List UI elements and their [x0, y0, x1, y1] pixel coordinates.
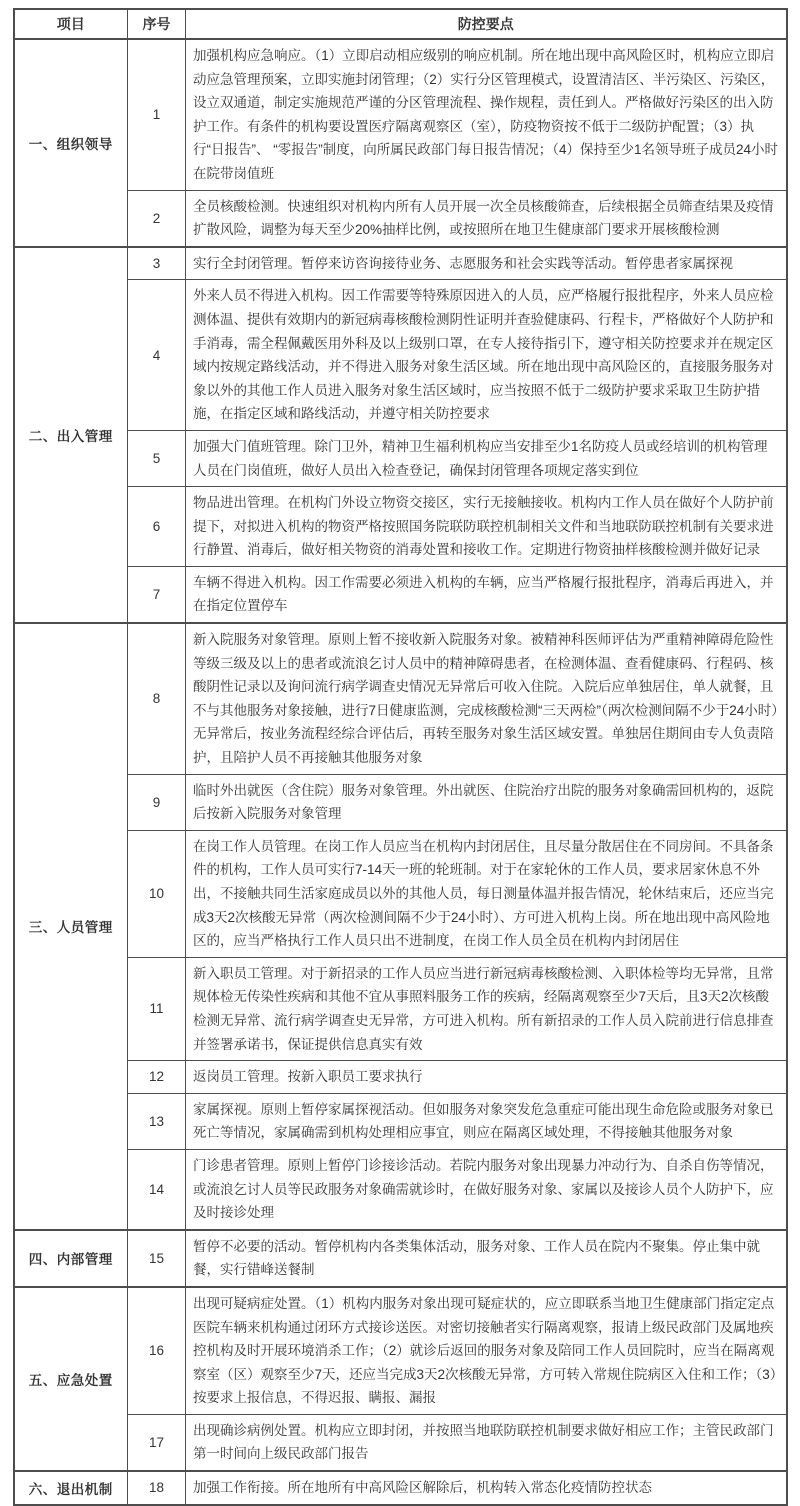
- row-number: 13: [128, 1093, 186, 1149]
- row-number: 7: [128, 566, 186, 623]
- row-number: 8: [128, 623, 186, 774]
- point-text: 加强机构应急响应。（1）立即启动相应级别的响应机制。所在地出现中高风险区时，机构应立即启动应急管理预案，立即实施封闭管理；（2）实行分区管理模式，设置清洁区、半污染区、污染区，设立双通道，制定实施规范严谨的分区管理流程、操作规程，责任到人。严格做好污染区的出入防护工作。有条件的机构要设置医疗隔离观察区（室），防疫物资按不低于二级防护配置；（3）执行“日报告”、 “零报告”制度，向所属民政部门每日报告情况；（4）保持至少1名领导班子成员24小时在院带岗值班: [186, 39, 787, 190]
- table-row: [14, 623, 787, 774]
- table-row: [14, 1061, 787, 1094]
- table-row: [14, 1149, 787, 1229]
- table-row: [14, 1230, 787, 1287]
- row-number: 14: [128, 1149, 186, 1229]
- point-text: 新入院服务对象管理。原则上暂不接收新入院服务对象。被精神科医师评估为严重精神障碍危险性等级三级及以上的患者或流浪乞讨人员中的精神障碍患者，在检测体温、查看健康码、行程码、核酸阴性记录以及询问流行病学调查史情况无异常后可收入住院。入院后应单独居住，单人就餐，且不与其他服务对象接触，进行7日健康监测，完成核酸检测“三天两检”（两次检测间隔不少于24小时）无异常后，按业务流程经综合评估后，再转至服务对象生活区域安置。单独居住期间由专人负责陪护，且陪护人员不再接触其他服务对象: [186, 623, 787, 774]
- point-text: 暂停不必要的活动。暂停机构内各类集体活动，服务对象、工作人员在院内不聚集。停止集中就餐，实行错峰送餐制: [186, 1230, 787, 1287]
- table-row: [14, 430, 787, 486]
- header-points: 防控要点: [186, 9, 787, 39]
- row-number: 1: [128, 39, 186, 190]
- header-project: 项目: [14, 9, 128, 39]
- table-row: [14, 774, 787, 830]
- table-row: [14, 280, 787, 431]
- table-row: [14, 39, 787, 190]
- point-text: 新入职员工管理。对于新招录的工作人员应当进行新冠病毒核酸检测、入职体检等均无异常，且常规体检无传染性疾病和其他不宜从事照料服务工作的疾病，经隔离观察至少7天后，且3天2次核酸检测无异常、流行病学调查史无异常，方可进入机构。所有新招录的工作人员入院前进行信息排查并签署承诺书，保证提供信息真实有效: [186, 957, 787, 1060]
- row-number: 15: [128, 1230, 186, 1287]
- category-cell-exit: 六、退出机制: [14, 1471, 128, 1505]
- row-number: 4: [128, 280, 186, 431]
- row-number: 11: [128, 957, 186, 1060]
- table-row: [14, 566, 787, 623]
- table-row: [14, 1471, 787, 1505]
- point-text: 出现确诊病例处置。机构应立即封闭，并按照当地联防联控机制要求做好相应工作；主管民政部门第一时间向上级民政部门报告: [186, 1414, 787, 1471]
- table-row: [14, 190, 787, 247]
- row-number: 12: [128, 1061, 186, 1094]
- row-number: 9: [128, 774, 186, 830]
- point-text: 加强大门值班管理。除门卫外，精神卫生福利机构应当安排至少1名防疫人员或经培训的机构管理人员在门岗值班，做好人员出入检查登记，确保封闭管理各项规定落实到位: [186, 430, 787, 486]
- category-cell-access: 二、出入管理: [14, 247, 128, 623]
- row-number: 10: [128, 830, 186, 957]
- point-text: 临时外出就医（含住院）服务对象管理。外出就医、住院治疗出院的服务对象确需回机构的，返院后按新入院服务对象管理: [186, 774, 787, 830]
- table-header-row: [14, 9, 787, 39]
- point-text: 返岗员工管理。按新入职员工要求执行: [186, 1061, 787, 1094]
- point-text: 物品进出管理。在机构门外设立物资交接区，实行无接触接收。机构内工作人员在做好个人防护前提下，对拟进入机构的物资严格按照国务院联防联控机制相关文件和当地联防联控机制有关要求进行静置、消毒后，做好相关物资的消毒处置和接收工作。定期进行物资抽样核酸检测并做好记录: [186, 487, 787, 567]
- row-number: 3: [128, 247, 186, 280]
- point-text: 加强工作衔接。所在地所有中高风险区解除后，机构转入常态化疫情防控状态: [186, 1471, 787, 1505]
- table-row: [14, 1287, 787, 1414]
- table-row: [14, 1093, 787, 1149]
- point-text: 门诊患者管理。原则上暂停门诊接诊活动。若院内服务对象出现暴力冲动行为、自杀自伤等情况，或流浪乞讨人员等民政服务对象确需就诊时，在做好服务对象、家属以及接诊人员个人防护下，应及时接诊处理: [186, 1149, 787, 1229]
- prevention-table: [13, 8, 788, 1506]
- table-row: [14, 247, 787, 280]
- table-row: [14, 830, 787, 957]
- category-cell-internal: 四、内部管理: [14, 1230, 128, 1287]
- category-cell-emergency: 五、应急处置: [14, 1287, 128, 1471]
- point-text: 在岗工作人员管理。在岗工作人员应当在机构内封闭居住，且尽量分散居住在不同房间。不具备条件的机构，工作人员可实行7-14天一班的轮班制。对于在家轮休的工作人员，要求居家休息不外出，不接触共同生活家庭成员以外的其他人员，每日测量体温并报告情况，轮休结束后，还应当完成3天2次核酸无异常（两次检测间隔不少于24小时）、方可进入机构上岗。所在地出现中高风险地区的，应当严格执行工作人员只出不进制度，在岗工作人员全员在机构内封闭居住: [186, 830, 787, 957]
- row-number: 6: [128, 487, 186, 567]
- point-text: 外来人员不得进入机构。因工作需要等特殊原因进入的人员，应严格履行报批程序，外来人员应检测体温、提供有效期内的新冠病毒核酸检测阴性证明并查验健康码、行程卡，严格做好个人防护和手消毒，需全程佩戴医用外科及以上级别口罩，在专人接待指引下，遵守相关防控要求并在规定区域内按规定路线活动，并不得进入服务对象生活区域。所在地出现中高风险区的，直接服务服务对象以外的其他工作人员进入服务对象生活区域时，应当按照不低于二级防护要求采取卫生防护措施，在指定区域和路线活动，并遵守相关防控要求: [186, 280, 787, 431]
- row-number: 5: [128, 430, 186, 486]
- header-serial: 序号: [128, 9, 186, 39]
- table-row: [14, 957, 787, 1060]
- table-row: [14, 1414, 787, 1471]
- row-number: 16: [128, 1287, 186, 1414]
- point-text: 全员核酸检测。快速组织对机构内所有人员开展一次全员核酸筛查，后续根据全员筛查结果及疫情扩散风险，调整为每天至少20%抽样比例，或按照所在地卫生健康部门要求开展核酸检测: [186, 190, 787, 247]
- point-text: 家属探视。原则上暂停家属探视活动。但如服务对象突发危急重症可能出现生命危险或服务对象已死亡等情况，家属确需到机构处理相应事宜，则应在隔离区域处理，不得接触其他服务对象: [186, 1093, 787, 1149]
- category-cell-personnel: 三、人员管理: [14, 623, 128, 1230]
- row-number: 2: [128, 190, 186, 247]
- category-cell-organization: 一、组织领导: [14, 39, 128, 247]
- point-text: 车辆不得进入机构。因工作需要必须进入机构的车辆，应当严格履行报批程序，消毒后再进入，并在指定位置停车: [186, 566, 787, 623]
- point-text: 实行全封闭管理。暂停来访咨询接待业务、志愿服务和社会实践等活动。暂停患者家属探视: [186, 247, 787, 280]
- row-number: 17: [128, 1414, 186, 1471]
- row-number: 18: [128, 1471, 186, 1505]
- point-text: 出现可疑病症处置。（1）机构内服务对象出现可疑症状的，应立即联系当地卫生健康部门指定定点医院车辆来机构通过闭环方式接诊送医。对密切接触者实行隔离观察，报请上级民政部门及属地疾控机构及时开展环境消杀工作；（2）就诊后返回的服务对象及陪同工作人员回院时，应当在隔离观察室（区）观察至少7天，还应当完成3天2次核酸无异常，方可转入常规住院病区入住和工作；（3）按要求上报信息，不得迟报、瞒报、漏报: [186, 1287, 787, 1414]
- table-row: [14, 487, 787, 567]
